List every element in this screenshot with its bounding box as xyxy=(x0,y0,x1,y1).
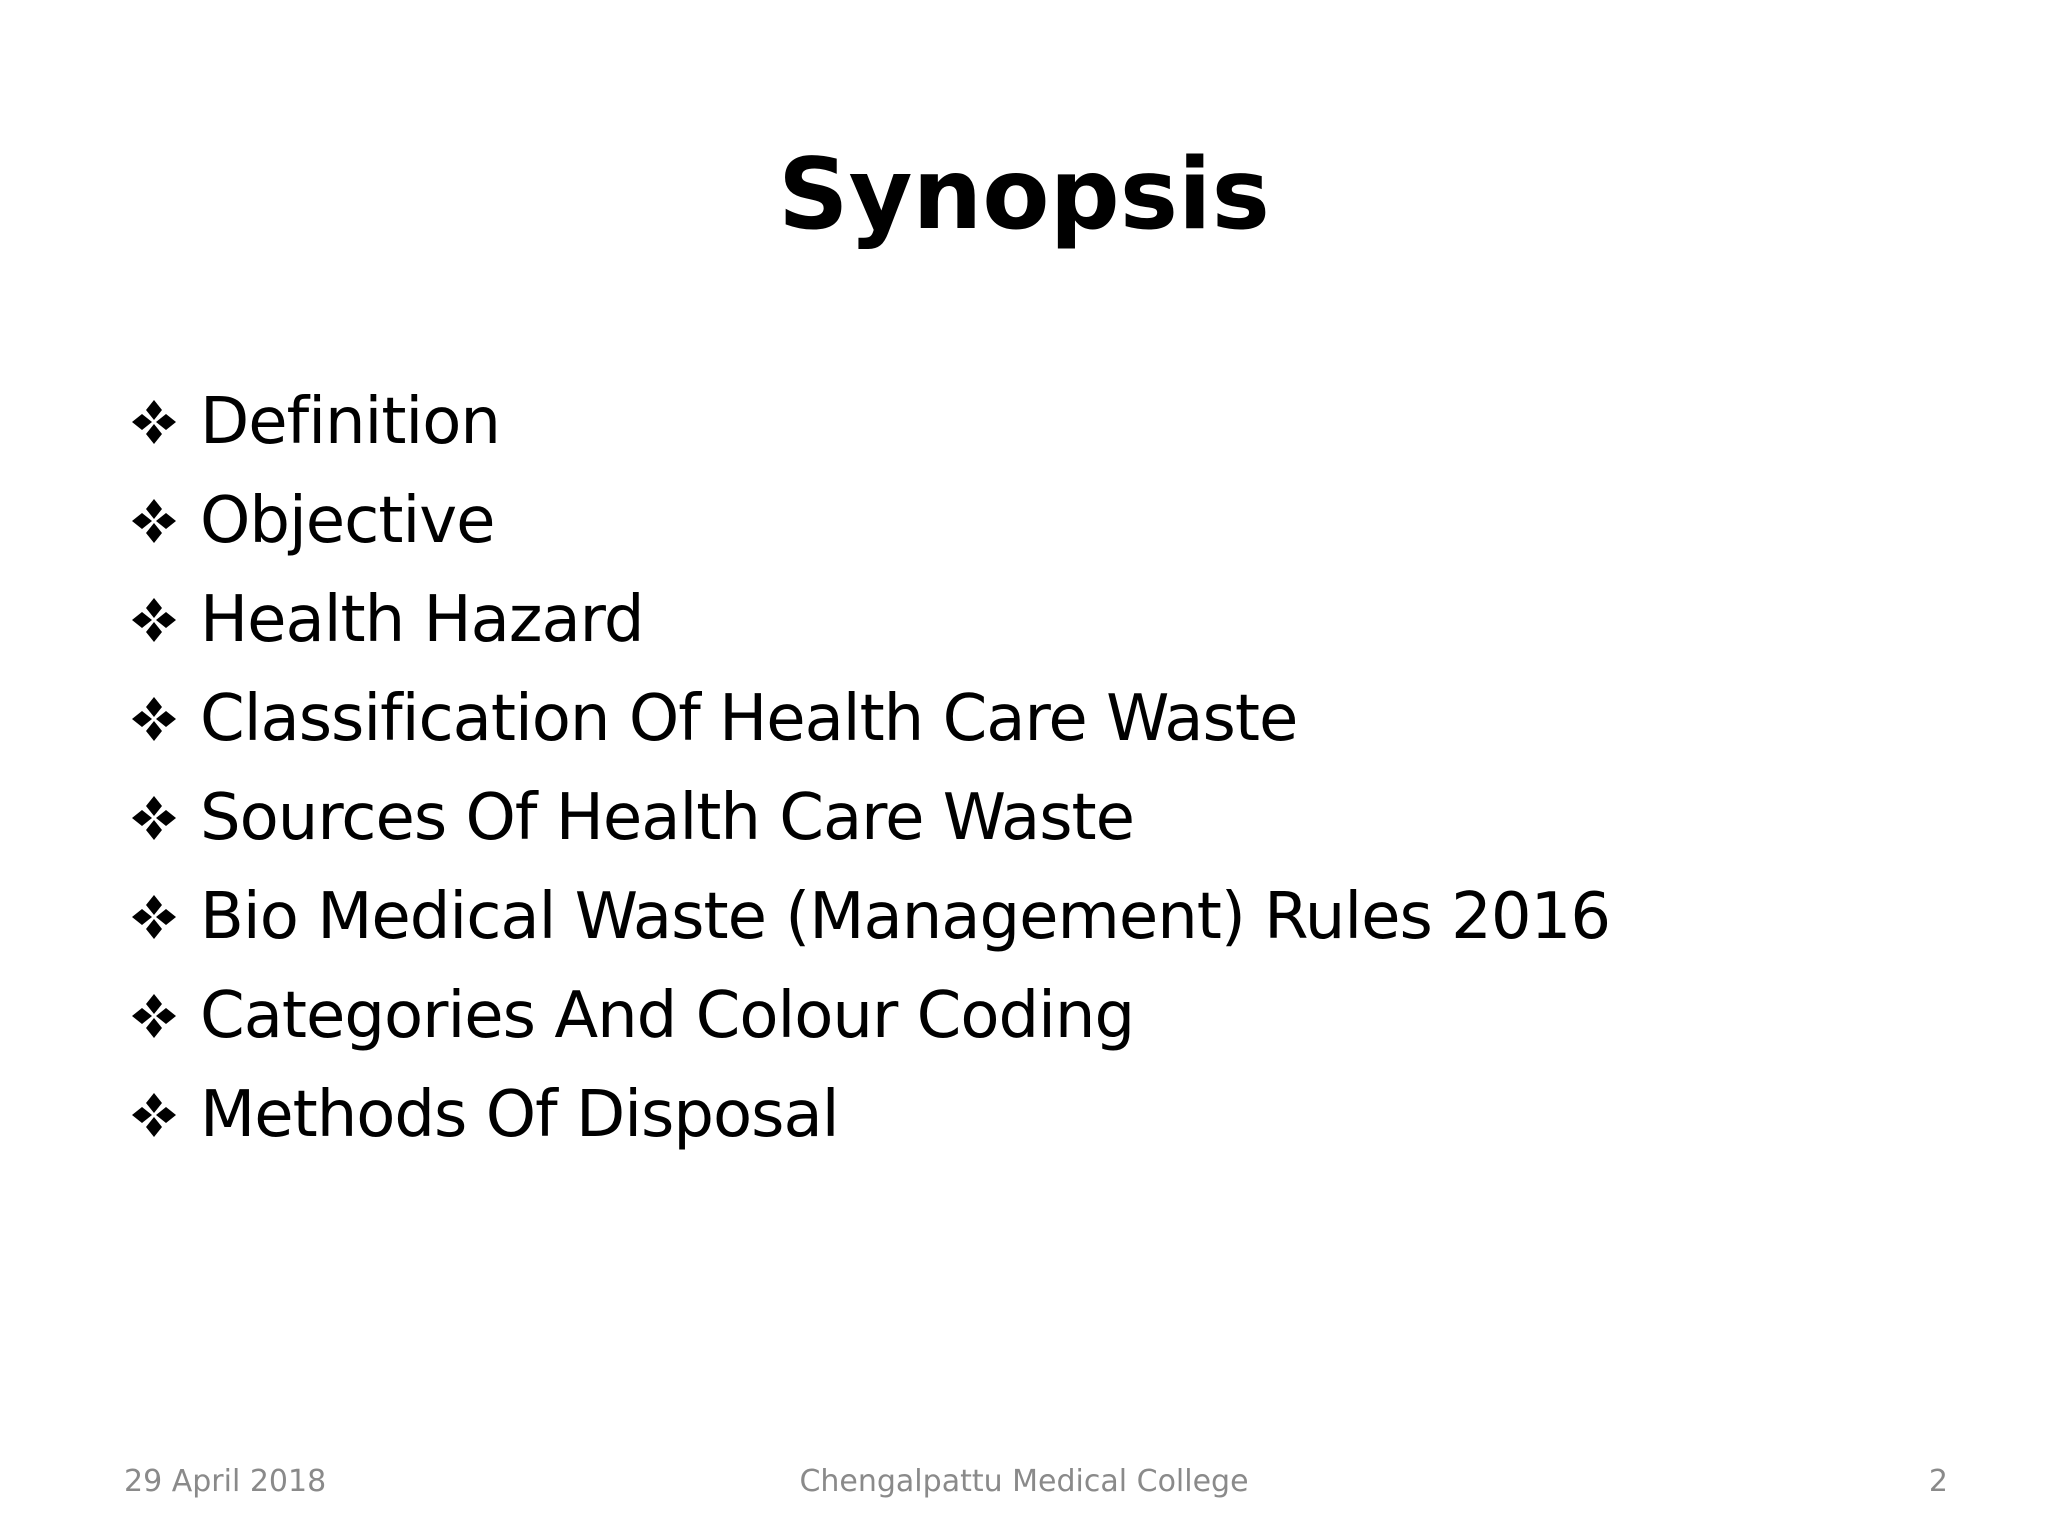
four-diamond-bullet-icon xyxy=(128,891,180,943)
bullet-text: Bio Medical Waste (Management) Rules 2016 xyxy=(200,879,1611,954)
footer-date: 29 April 2018 xyxy=(124,1464,327,1499)
four-diamond-bullet-icon xyxy=(128,792,180,844)
bullet-item-definition xyxy=(128,372,1610,471)
bullet-item-disposal xyxy=(128,1065,1610,1164)
bullet-item-health-hazard xyxy=(128,570,1610,669)
bullet-item-categories xyxy=(128,966,1610,1065)
four-diamond-bullet-icon xyxy=(128,594,180,646)
footer-institution: Chengalpattu Medical College xyxy=(799,1464,1249,1499)
slide-title: Synopsis xyxy=(778,138,1270,252)
four-diamond-bullet-icon xyxy=(128,990,180,1042)
four-diamond-bullet-icon xyxy=(128,693,180,745)
bullet-text: Categories And Colour Coding xyxy=(200,978,1135,1053)
footer-page-number: 2 xyxy=(1928,1464,1948,1499)
four-diamond-bullet-icon xyxy=(128,1089,180,1141)
bullet-text: Classification Of Health Care Waste xyxy=(200,681,1298,756)
bullet-text: Sources Of Health Care Waste xyxy=(200,780,1134,855)
bullet-text: Methods Of Disposal xyxy=(200,1077,839,1152)
bullet-item-sources xyxy=(128,768,1610,867)
bullet-text: Definition xyxy=(200,384,500,459)
bullet-text: Objective xyxy=(200,483,495,558)
bullet-item-objective xyxy=(128,471,1610,570)
bullet-item-rules xyxy=(128,867,1610,966)
bullet-item-classification xyxy=(128,669,1610,768)
four-diamond-bullet-icon xyxy=(128,396,180,448)
bullet-text: Health Hazard xyxy=(200,582,644,657)
four-diamond-bullet-icon xyxy=(128,495,180,547)
bullet-list xyxy=(128,372,1610,1164)
